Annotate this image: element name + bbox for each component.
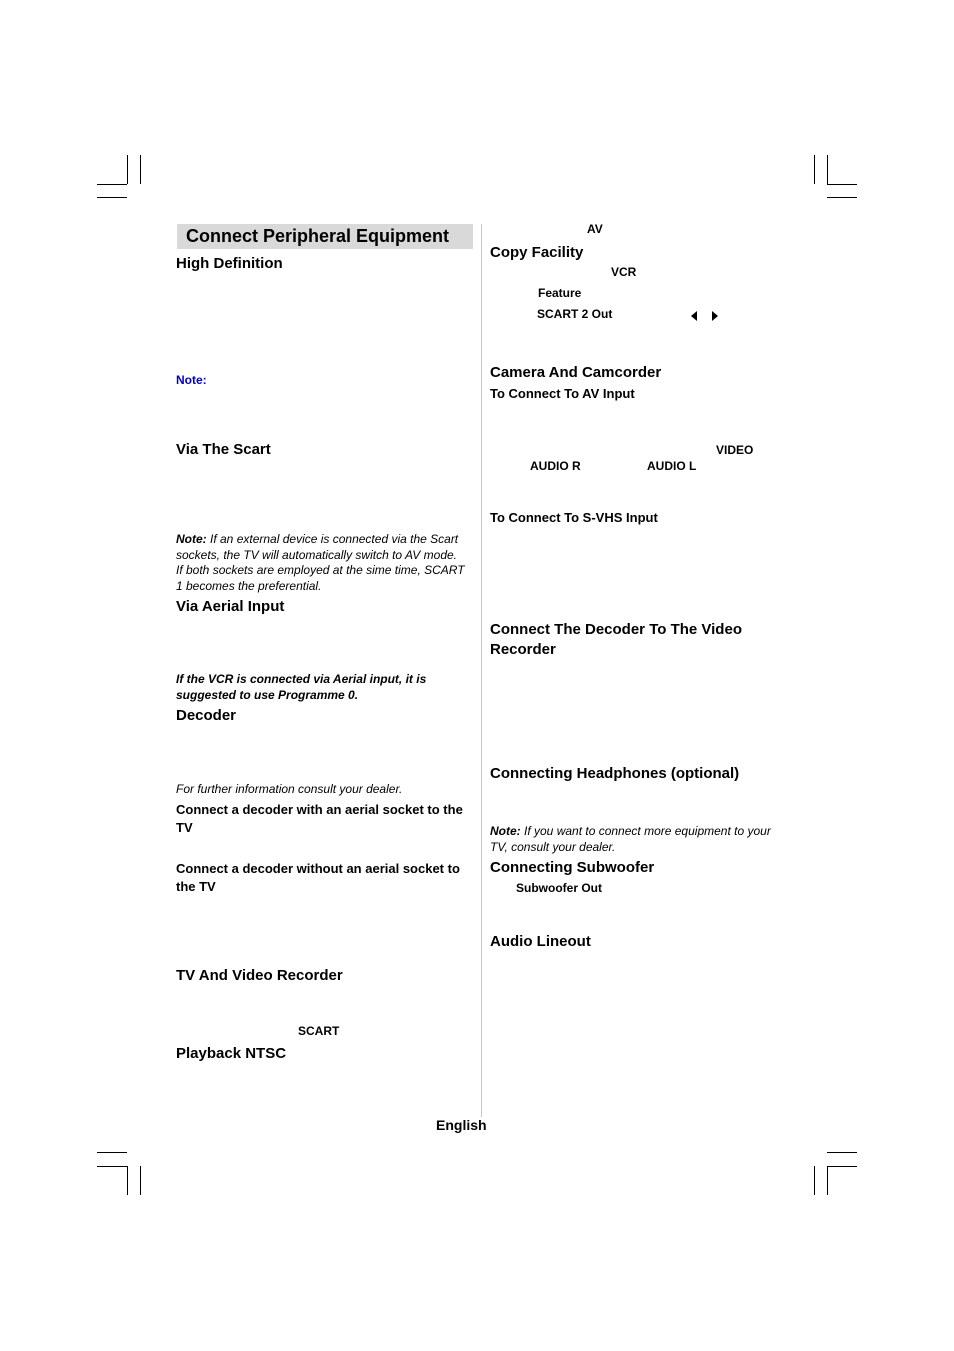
headphones-note-text: If you want to connect more equipment to your TV, consult your dealer. xyxy=(490,824,771,854)
heading-high-definition: High Definition xyxy=(176,255,283,272)
heading-headphones: Connecting Headphones (optional) xyxy=(490,765,740,782)
footer-language: English xyxy=(436,1117,487,1133)
audio-r-label: AUDIO R xyxy=(530,459,581,473)
scart-note xyxy=(176,531,474,563)
heading-decoder-with-socket: Connect a decoder with an aerial socket to the TV xyxy=(176,802,463,835)
heading-to-svhs-input: To Connect To S-VHS Input xyxy=(490,510,658,525)
heading-via-aerial: Via Aerial Input xyxy=(176,598,285,615)
heading-audio-lineout: Audio Lineout xyxy=(490,933,591,950)
heading-decoder: Decoder xyxy=(176,707,237,724)
video-label: VIDEO xyxy=(716,443,754,457)
scart-label: SCART xyxy=(298,1024,340,1038)
heading-via-scart: Via The Scart xyxy=(176,441,271,458)
column-divider xyxy=(481,224,482,1117)
heading-camera-camcorder: Camera And Camcorder xyxy=(490,364,662,381)
heading-playback-ntsc: Playback NTSC xyxy=(176,1045,287,1062)
scart2-out-label: SCART 2 Out xyxy=(537,307,613,321)
subwoofer-out-label: Subwoofer Out xyxy=(516,881,602,895)
av-label: AV xyxy=(587,222,603,236)
left-triangle-icon xyxy=(691,311,697,321)
scart-note-text: If an external device is connected via the Scart sockets, the TV will automatically switch to AV mode. xyxy=(176,532,459,562)
scart-note-2: If both sockets are employed at the sime time, SCART 1 becomes the preferential. xyxy=(176,563,465,593)
heading-subwoofer: Connecting Subwoofer xyxy=(490,859,655,876)
heading-copy-facility: Copy Facility xyxy=(490,244,584,261)
audio-l-label: AUDIO L xyxy=(647,459,697,473)
heading-decoder-to-vcr: Connect The Decoder To The Video Recorder xyxy=(490,621,742,658)
feature-label: Feature xyxy=(538,286,582,300)
heading-to-av-input: To Connect To AV Input xyxy=(490,386,635,401)
scart-note-label: Note: xyxy=(176,532,207,546)
headphones-note-label: Note: xyxy=(490,824,521,838)
vcr-label: VCR xyxy=(611,265,637,279)
vcr-aerial-note: If the VCR is connected via Aerial input, it is suggested to use Programme 0. xyxy=(176,672,427,702)
heading-decoder-without-socket: Connect a decoder without an aerial socket to the TV xyxy=(176,861,460,894)
heading-tv-video-recorder: TV And Video Recorder xyxy=(176,967,343,984)
dealer-info: For further information consult your dealer. xyxy=(176,782,403,796)
note-label: Note: xyxy=(176,373,207,387)
page-title: Connect Peripheral Equipment xyxy=(186,226,450,246)
right-triangle-icon xyxy=(712,311,718,321)
headphones-note xyxy=(490,823,790,855)
